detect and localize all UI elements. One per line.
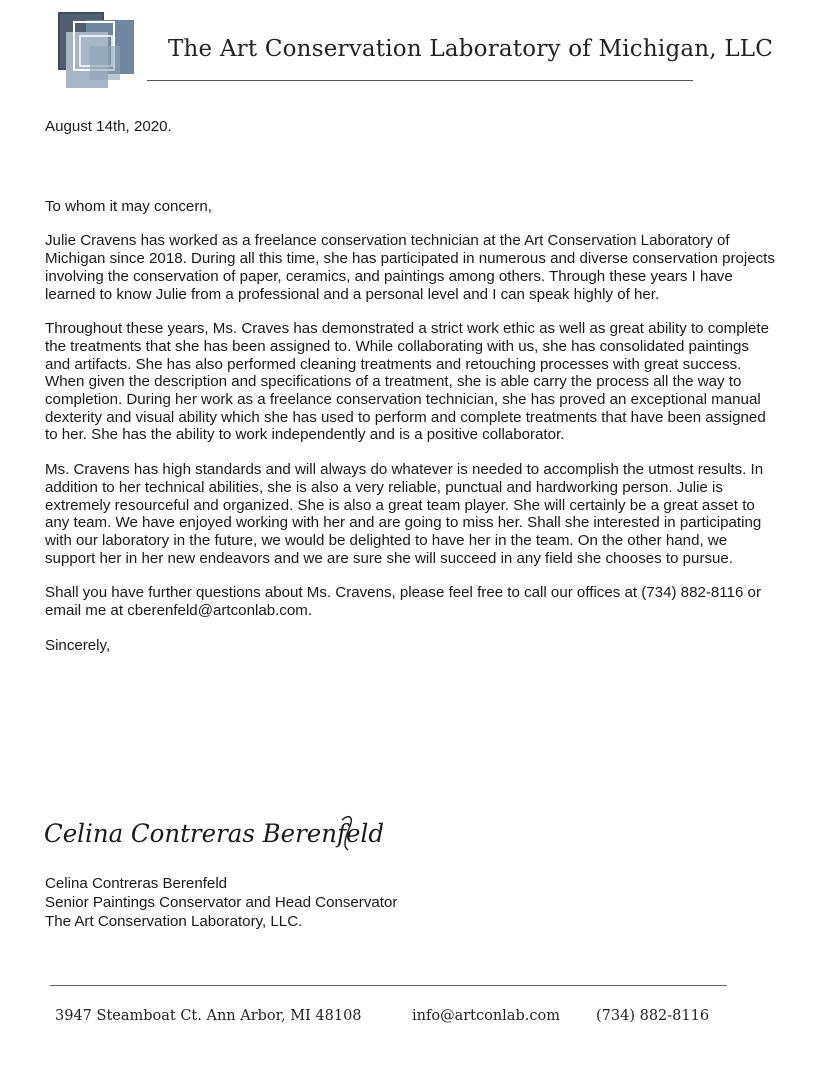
paragraph-2: Throughout these years, Ms. Craves has demonstrated a strict work ethic as well as great ability to complete the treatments that she has been assigned to. While collaborating with us, she has consolidated paintings and artifacts. She has also performed cleaning treatments and retouching processes with great success. When given the description and specifications of a treatment, she is able carry the process all the way to completion. During her work as a freelance conservation technician, she has proved an exceptional manual dexterity and visual ability which she has used to perform and complete treatments that have been assigned to her. She has the ability to work independently and is a positive collaborator.	[45, 320, 769, 444]
footer-email: info@artconlab.com	[412, 1008, 560, 1024]
header-divider	[147, 80, 693, 81]
svg-text:Celina Contreras Berenfeld: Celina Contreras Berenfeld	[44, 819, 384, 848]
letter-salutation: To whom it may concern,	[45, 197, 212, 215]
signer-name: Celina Contreras Berenfeld	[45, 875, 228, 892]
signer-organization: The Art Conservation Laboratory, LLC.	[45, 913, 303, 930]
footer-divider	[50, 985, 727, 986]
footer-phone: (734) 882-8116	[596, 1008, 710, 1024]
letter-date: August 14th, 2020.	[45, 118, 172, 135]
signer-block	[45, 874, 397, 931]
paragraph-3: Ms. Cravens has high standards and will always do whatever is needed to accomplish the utmost results. In addition to her technical abilities, she is also a very reliable, punctual and hardworking person. Julie is extremely resourceful and organized. She is also a great team player. She will certainly be a great asset to any team. We have enjoyed working with her and are going to miss her. Shall she interested in participating with our laboratory in the future, we would be delighted to have her in the team. On the other hand, we support her in her new endeavors and we are sure she will succeed in any field she chooses to pursue.	[45, 461, 764, 567]
signer-title: Senior Paintings Conservator and Head Conservator	[45, 894, 398, 911]
paragraph-1: Julie Cravens has worked as a freelance conservation technician at the Art Conservation Laboratory of Michigan since 2018. During all this time, she has participated in numerous and diverse conservation projects involving the conservation of paper, ceramics, and paintings among others. Through these years I have learned to know Julie from a professional and a personal level and I can speak highly of her.	[45, 232, 775, 303]
letter-closing: Sincerely,	[45, 636, 111, 654]
handwritten-signature	[42, 812, 402, 854]
letterhead-title: The Art Conservation Laboratory of Michigan, LLC	[168, 36, 774, 62]
paragraph-4: Shall you have further questions about Ms. Cravens, please feel free to call our offices at (734) 882-8116 or email me at cberenfeld@artconlab.com.	[45, 584, 761, 620]
overlapping-squares-logo-icon	[56, 10, 136, 90]
letter-body	[45, 118, 775, 654]
footer-address: 3947 Steamboat Ct. Ann Arbor, MI 48108	[55, 1008, 362, 1024]
